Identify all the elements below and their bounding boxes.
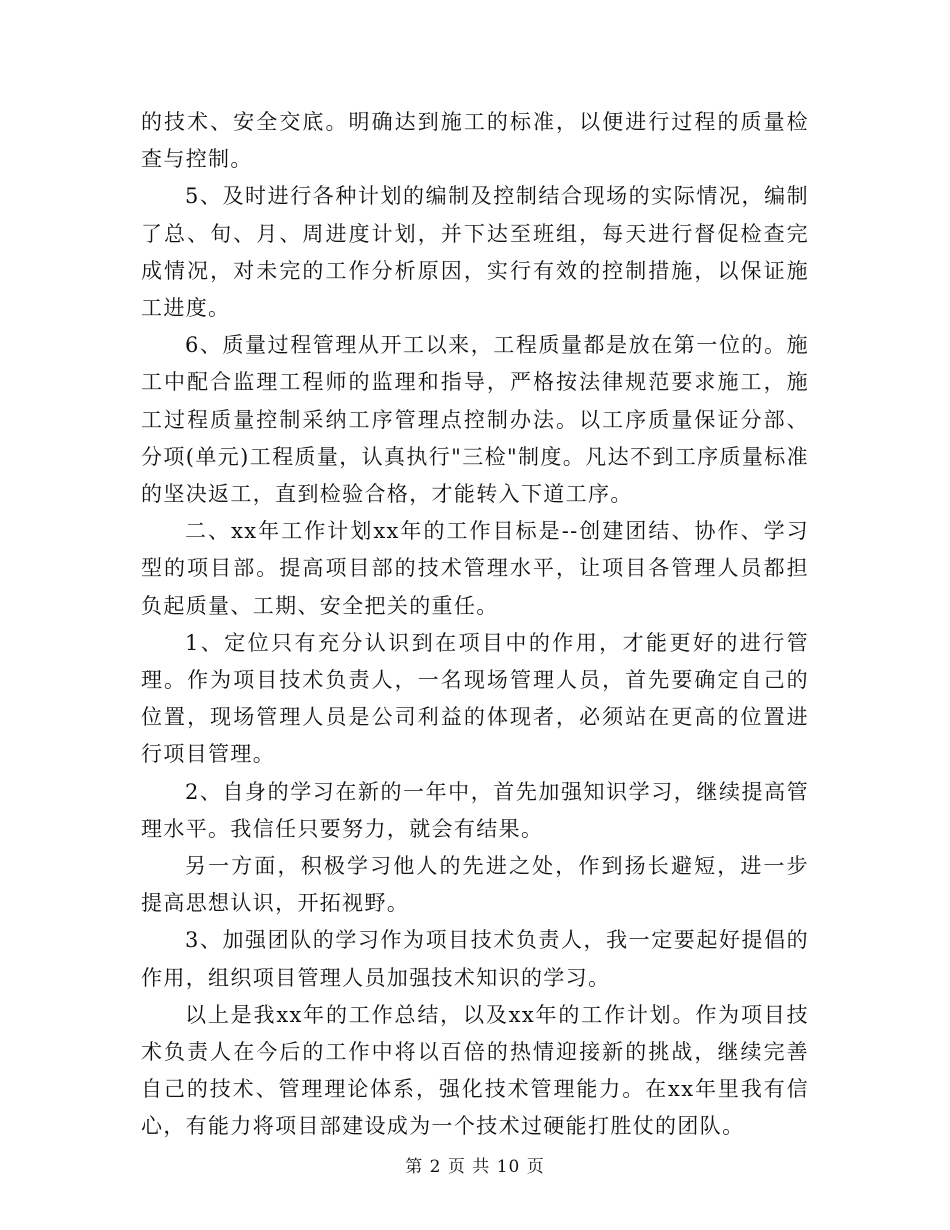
paragraph-3: 6、质量过程管理从开工以来，工程质量都是放在第一位的。施工中配合监理工程师的监理和指导，严格按法律规范要求施工，施工过程质量控制采纳工序管理点控制办法。以工序质量保证分部、分项(单元)工程质量，认真执行"三检"制度。凡达不到工序质量标准的坚决返工，直到检验合格，才能转入下道工序。 [141,333,809,507]
paragraph-2: 5、及时进行各种计划的编制及控制结合现场的实际情况，编制了总、旬、月、周进度计划，并下达至班组，每天进行督促检查完成情况，对未完的工作分析原因，实行有效的控制措施，以保证施工进度。 [141,184,809,321]
document-body [141,104,809,1146]
paragraph-4: 二、xx年工作计划xx年的工作目标是--创建团结、协作、学习型的项目部。提高项目部的技术管理水平，让项目各管理人员都担负起质量、工期、安全把关的重任。 [141,519,809,618]
paragraph-9: 以上是我xx年的工作总结，以及xx年的工作计划。作为项目技术负责人在今后的工作中将以百倍的热情迎接新的挑战，继续完善自己的技术、管理理论体系，强化技术管理能力。在xx年里我有信心，有能力将项目部建设成为一个技术过硬能打胜仗的团队。 [141,1002,809,1139]
paragraph-1: 的技术、安全交底。明确达到施工的标准，以便进行过程的质量检查与控制。 [141,110,809,172]
paragraph-5: 1、定位只有充分认识到在项目中的作用，才能更好的进行管理。作为项目技术负责人，一名现场管理人员，首先要确定自己的位置，现场管理人员是公司利益的体现者，必须站在更高的位置进行项目管理。 [141,630,809,767]
paragraph-6: 2、自身的学习在新的一年中，首先加强知识学习，继续提高管理水平。我信任只要努力，就会有结果。 [141,779,809,841]
paragraph-8: 3、加强团队的学习作为项目技术负责人，我一定要起好提倡的作用，组织项目管理人员加强技术知识的学习。 [141,928,809,990]
page-footer: 第 2 页 共 10 页 [405,1157,545,1177]
paragraph-7: 另一方面，积极学习他人的先进之处，作到扬长避短，进一步提高思想认识，开拓视野。 [141,854,809,916]
